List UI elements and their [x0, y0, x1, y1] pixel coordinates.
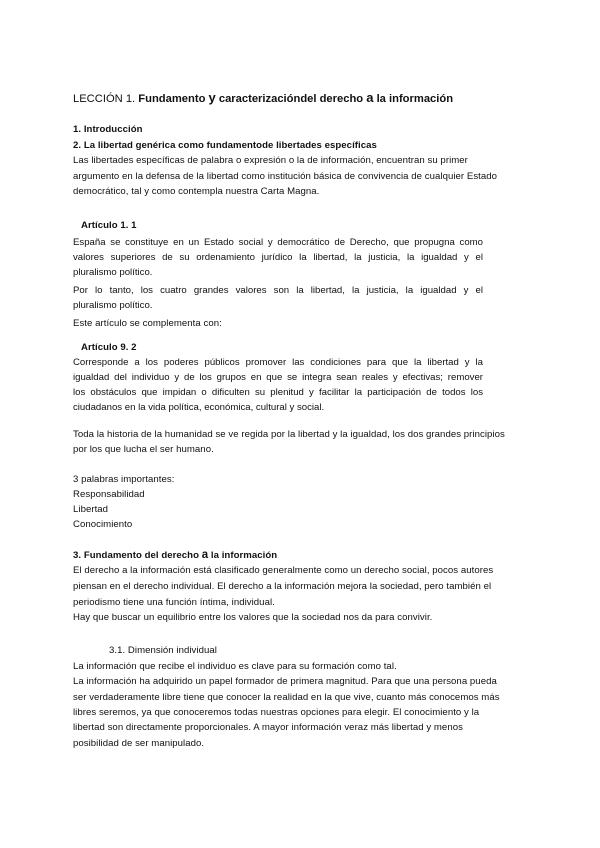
history-line-1: Toda la historia de la humanidad se ve regida por la libertad y la igualdad, los dos grandes principios	[73, 429, 505, 440]
section-2-line-1: Las libertades específicas de palabra o expresión o la de información, encuentran su primer	[73, 155, 468, 166]
title-a: a	[366, 90, 374, 105]
section-3-1-heading: 3.1. Dimensión individual	[109, 645, 217, 656]
section-3-heading-post: la información	[210, 550, 278, 561]
section-2-line-3: democrático, tal y como contempla nuestra Carta Magna.	[73, 186, 320, 197]
article-1-1-line-1: España se constituye en un Estado social y democrático de Derecho, que propugna como	[73, 237, 483, 248]
word-item-1: Responsabilidad	[73, 489, 145, 500]
words-intro: 3 palabras importantes:	[73, 474, 175, 485]
section-3-1-line-5: libertad son directamente proporcionales. A mayor información veraz más libertad y menos	[73, 722, 463, 733]
section-3-line-4: Hay que buscar un equilibrio entre los valores que la sociedad nos da para convivir.	[73, 612, 433, 623]
article-1-1-summary-line-2: pluralismo político.	[73, 300, 153, 311]
title-part-1: Fundamento	[138, 93, 206, 105]
article-9-2-line-4: ciudadanos en la vida política, económica, cultural y social.	[73, 402, 325, 413]
section-3-1-line-2: La información ha adquirido un papel formador de primera magnitud. Para que una persona pueda	[73, 676, 497, 687]
title-prefix: LECCIÓN 1.	[73, 93, 136, 105]
section-3-line-1: El derecho a la información está clasificado generalmente como un derecho social, pocos autores	[73, 565, 494, 576]
section-1-heading: 1. Introducción	[73, 124, 143, 135]
title-part-2: caracterizacióndel derecho	[218, 93, 364, 105]
page-title	[73, 90, 453, 105]
article-9-2-line-2: igualdad del individuo y de los grupos en que se integra sean reales y efectivas; remover	[73, 372, 483, 383]
section-2-line-2: argumento en la defensa de la libertad como institución básica de convivencia de cualquier Estado	[73, 171, 498, 182]
article-1-1-line-2: valores superiores de su ordenamiento jurídico la libertad, la justicia, la igualdad y el	[73, 252, 483, 263]
article-9-2-line-3: los obstáculos que impidan o dificulten su plenitud y facilitar la participación de todos los	[73, 387, 483, 398]
article-9-2-heading: Artículo 9. 2	[81, 342, 137, 353]
title-part-3: la información	[376, 93, 454, 105]
section-3-line-3: periodismo tiene una función íntima, individual.	[73, 597, 275, 608]
section-3-line-2: piensan en el derecho individual. El derecho a la información mejora la sociedad, pero también el	[73, 581, 492, 592]
article-complement-text: Este artículo se complementa con:	[73, 318, 222, 329]
article-1-1-summary-line-1: Por lo tanto, los cuatro grandes valores son la libertad, la justicia, la igualdad y el	[73, 285, 483, 296]
word-item-3: Conocimiento	[73, 519, 133, 530]
section-2-heading: 2. La libertad genérica como fundamentode libertades específicas	[73, 140, 377, 151]
section-3-1-line-6: posibilidad de ser manipulado.	[73, 738, 205, 749]
section-3-heading	[73, 549, 277, 562]
title-y: y	[208, 90, 216, 105]
section-3-1-line-4: libres seremos, ya que conoceremos todas nuestras opciones para elegir. El conocimiento y la	[73, 707, 480, 718]
section-3-heading-pre: 3. Fundamento del derecho	[73, 550, 199, 561]
section-3-1-line-1: La información que recibe el individuo es clave para su formación como tal.	[73, 661, 397, 672]
article-1-1-line-3: pluralismo político.	[73, 267, 153, 278]
word-item-2: Libertad	[73, 504, 109, 515]
section-3-heading-a: a	[201, 549, 209, 561]
article-1-1-heading: Artículo 1. 1	[81, 220, 137, 231]
section-3-1-line-3: ser verdaderamente libre tiene que conocer la realidad en la que vive, cuanto más conocemos más	[73, 692, 500, 703]
article-9-2-line-1: Corresponde a los poderes públicos promover las condiciones para que la libertad y la	[73, 357, 483, 368]
history-line-2: por los que lucha el ser humano.	[73, 444, 214, 455]
